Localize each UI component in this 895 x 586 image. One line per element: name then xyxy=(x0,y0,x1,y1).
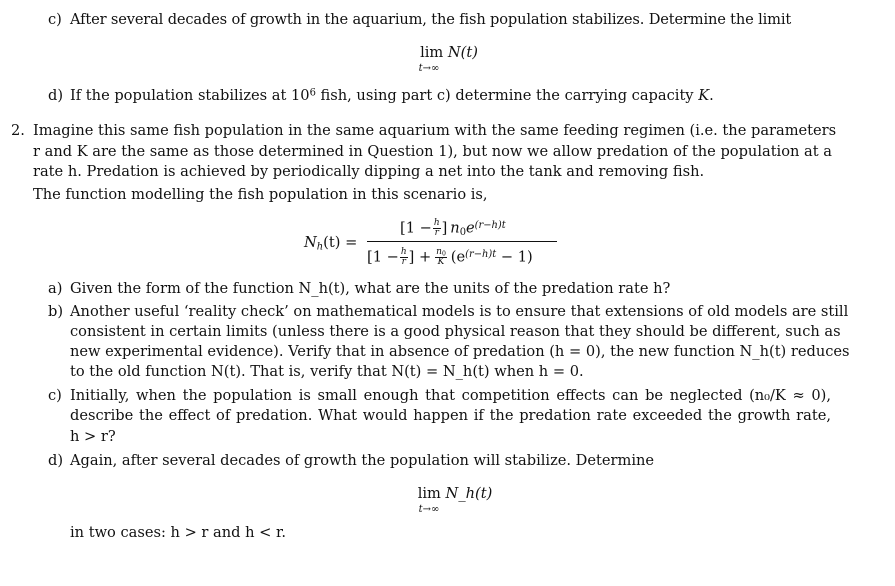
question2-model-sentence: The function modelling the fish population in this scenario is, xyxy=(33,186,488,203)
part-d-limit-sub xyxy=(404,503,454,515)
part-b-label: b) xyxy=(48,303,64,320)
num-n: n xyxy=(450,219,460,237)
part1-c-label: c) xyxy=(48,11,62,28)
part-c-line-3: h > r? xyxy=(70,428,116,445)
part1-d-text xyxy=(70,89,714,104)
lhs-arg: (t) = xyxy=(323,234,358,251)
num-close: ] xyxy=(441,219,448,237)
question2-intro-line-3: rate h. Predation is achieved by periodically dipping a net into the tank and removing fish. xyxy=(33,163,705,180)
num-open: [1 − xyxy=(400,219,432,237)
lhs-subscript: h xyxy=(316,241,324,253)
limit-expr: N(t) xyxy=(447,44,478,61)
part-b-line-3: new experimental evidence). Verify that in absence of predation (h = 0), the new function N_h(t) reduces xyxy=(70,343,850,360)
part1-c-limit-sub xyxy=(404,62,454,74)
part-b-line-1: Another useful ‘reality check’ on mathematical models is to ensure that extensions of old models are still xyxy=(70,303,849,320)
question2-intro-line-2: r and K are the same as those determined in Question 1), but now we allow predation of the population at a xyxy=(33,143,832,160)
limit-word: lim xyxy=(420,44,444,61)
limit-subscript: t→∞ xyxy=(418,63,440,74)
part-c-line-1: Initially, when the population is small enough that competition effects can be neglected (n₀/K ≈ 0), xyxy=(70,387,831,404)
part-b-line-4: to the old function N(t). That is, verify that N(t) = N_h(t) when h = 0. xyxy=(70,363,584,380)
part1-c-limit xyxy=(404,46,494,61)
d-text-end: . xyxy=(709,87,714,104)
d-text-K: K xyxy=(698,87,710,104)
part-a-label: a) xyxy=(48,280,63,297)
num-fraction-h-over-r xyxy=(433,219,441,238)
part-d-label: d) xyxy=(48,452,64,469)
d-text-exponent: 6 xyxy=(309,87,316,99)
part-d-line: Again, after several decades of growth the population will stabilize. Determine xyxy=(70,452,655,469)
num-n-sub: 0 xyxy=(459,226,466,238)
d-limit-word: lim xyxy=(417,485,441,502)
d-limit-subscript: t→∞ xyxy=(418,504,440,515)
d-limit-expr: N_h(t) xyxy=(445,485,493,502)
lhs-symbol: N xyxy=(304,234,317,251)
num-e: e xyxy=(466,219,475,237)
part-c-label: c) xyxy=(48,387,62,404)
part1-c-text: After several decades of growth in the aquarium, the fish population stabilizes. Determine the limit xyxy=(70,11,792,28)
frac-K: K xyxy=(437,257,445,267)
den-plus: ] + xyxy=(408,248,432,266)
part-d-tail: in two cases: h > r and h < r. xyxy=(70,524,287,541)
part1-d-label: d) xyxy=(48,87,64,104)
part-b-line-2: consistent in certain limits (unless there is a good physical reason that they should be different, such as xyxy=(70,323,841,340)
equation-denominator xyxy=(367,248,533,267)
num-e-exp: (r−h)t xyxy=(474,220,506,232)
frac-n0-sub: 0 xyxy=(441,250,446,258)
equation-fraction-bar xyxy=(367,241,557,242)
frac-h: h xyxy=(433,218,440,228)
d-text-b: fish, using part c) determine the carrying capacity xyxy=(315,87,699,104)
den-frac-h: h xyxy=(400,247,407,257)
den-exp: (r−h)t xyxy=(465,249,497,261)
question2-intro-line-1: Imagine this same fish population in the same aquarium with the same feeding regimen (i.e. the parameters xyxy=(33,122,837,139)
part-d-limit xyxy=(405,487,505,502)
equation-numerator xyxy=(400,219,506,238)
den-paren: (e xyxy=(450,248,466,266)
frac-n0: n xyxy=(436,247,442,257)
question2-number: 2. xyxy=(11,122,25,139)
d-text-a: If the population stabilizes at 10 xyxy=(70,87,310,104)
den-tail: − 1) xyxy=(496,248,533,266)
part-c-line-2: describe the effect of predation. What would happen if the predation rate exceeded the growth rate, xyxy=(70,407,831,424)
equation-lhs xyxy=(304,236,357,251)
den-open: [1 − xyxy=(367,248,399,266)
den-fraction-n0-over-K xyxy=(435,248,447,267)
part-a-line-1: Given the form of the function N_h(t), what are the units of the predation rate h? xyxy=(70,280,671,297)
frac-r: r xyxy=(434,228,439,238)
den-fraction-h-over-r xyxy=(400,248,408,267)
den-frac-r: r xyxy=(401,257,406,267)
